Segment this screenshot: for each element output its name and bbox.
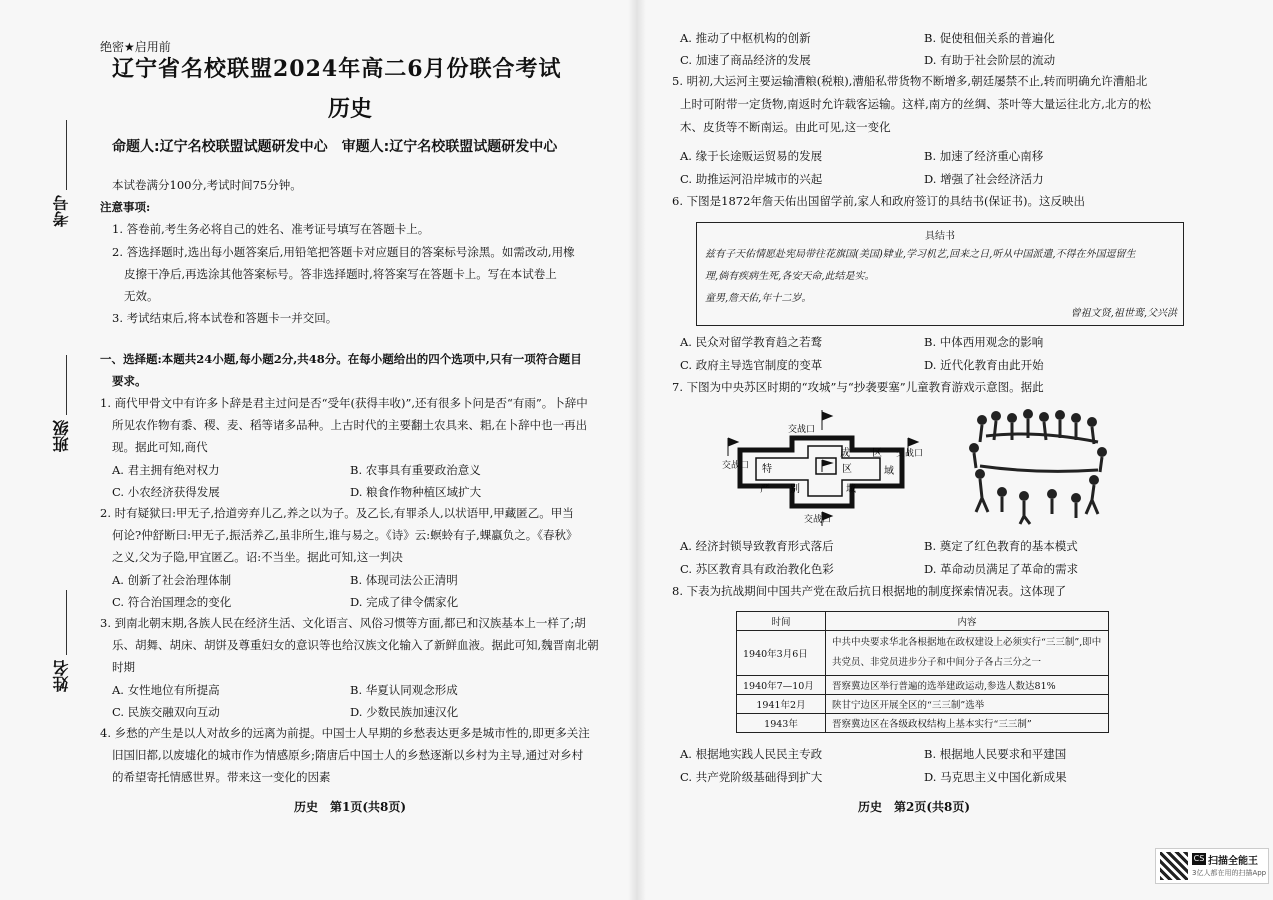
q8-table: [736, 611, 1109, 733]
section-heading: 要求。: [112, 374, 147, 388]
q4-option-b[interactable]: B. 促使租佃关系的普遍化: [924, 31, 1055, 45]
secret-mark: 绝密★启用前: [100, 40, 171, 54]
q1-stem: 现。据此可知,商代: [112, 440, 208, 454]
note-line: 3. 考试结束后,将本试卷和答题卡一并交回。: [112, 311, 338, 325]
table-header-cell: 时间: [737, 612, 826, 631]
note-line: 无效。: [124, 289, 159, 303]
q2-option-c[interactable]: C. 符合治国理念的变化: [112, 595, 232, 609]
table-row: [737, 714, 1109, 733]
authors-line: 命题人:辽宁名校联盟试题研发中心 审题人:辽宁名校联盟试题研发中心: [112, 139, 558, 155]
q1-option-d[interactable]: D. 粮食作物种植区域扩大: [350, 485, 482, 499]
table-cell-time: 1943年: [737, 714, 826, 733]
letter-line: 兹有子天佑情愿赴宪局带往花旗国(美国)肄业,学习机艺,回来之日,听从中国派遣,不得在外国逗留生: [705, 249, 1136, 260]
q6-stem: 6. 下图是1872年詹天佑出国留学前,家人和政府签订的具结书(保证书)。这反映出: [672, 194, 1086, 208]
table-cell-time: 1940年7—10月: [737, 676, 826, 695]
page-2: [672, 0, 1192, 900]
table-header-cell: 内容: [826, 612, 1109, 631]
page-fold: [628, 0, 646, 900]
q3-option-a[interactable]: A. 女性地位有所提高: [112, 683, 220, 697]
q8-stem: 8. 下表为抗战期间中国共产党在敌后抗日根据地的制度探索情况表。这体现了: [672, 584, 1067, 598]
q6-option-d[interactable]: D. 近代化教育由此开始: [924, 358, 1044, 372]
page-2-footer: 历史 第2页(共8页): [858, 800, 971, 814]
zone-char: 区: [872, 448, 882, 459]
q2-option-d[interactable]: D. 完成了律令儒家化: [350, 595, 459, 609]
cs-logo-icon: CS: [1193, 854, 1205, 863]
table-cell-content: 中共中央要求华北各根据地在政权建设上必须实行“三三制”,即中共党员、非党员进步分子和中间分子各占三分之一: [826, 631, 1109, 676]
gate-label-bottom: 交战口: [804, 515, 832, 525]
table-row: [737, 676, 1109, 695]
q2-stem: 何论?仲舒断曰:甲无子,振活养乙,虽非所生,谁与易之。《诗》云:螟蛉有子,蜾蠃负之。《春秋》: [112, 528, 578, 542]
letter-line: 理,倘有疾病生死,各安天命,此结是实。: [705, 271, 875, 282]
zone-char: 别: [790, 484, 800, 495]
scanner-slogan: 3亿人都在用的扫描App: [1192, 869, 1267, 877]
q8-option-b[interactable]: B. 根据地人民要求和平建国: [924, 747, 1067, 761]
q3-option-b[interactable]: B. 华夏认同观念形成: [350, 683, 458, 697]
q8-option-a[interactable]: A. 根据地实践人民民主专政: [680, 747, 823, 761]
q3-stem: 时期: [112, 660, 135, 674]
table-cell-content: 晋察冀边区举行普遍的选举建政运动,参选人数达81%: [826, 676, 1109, 695]
q4-stem: 的希望寄托情感世界。带来这一变化的因素: [112, 770, 331, 784]
q4-option-d[interactable]: D. 有助于社会阶层的流动: [924, 53, 1056, 67]
table-cell-content: 晋察冀边区在各级政权结构上基本实行“三三制”: [826, 714, 1109, 733]
flag-box: [816, 458, 836, 474]
score-line: 本试卷满分100分,考试时间75分钟。: [112, 178, 302, 192]
exam-title: 辽宁省名校联盟2024年高二6月份联合考试: [112, 56, 562, 82]
q7-option-a[interactable]: A. 经济封锁导致教育形式落后: [680, 539, 834, 553]
q4-stem: 旧国旧都,以废墟化的城市作为情感原乡;隋唐后中国士人的乡愁逐渐以乡村为主导,通过对乡村: [112, 748, 584, 762]
q8-option-c[interactable]: C. 共产党阶级基础得到扩大: [680, 770, 823, 784]
q5-stem: 木、皮货等不断南运。由此可见,这一变化: [680, 120, 891, 134]
q7-option-d[interactable]: D. 革命动员满足了革命的需求: [924, 562, 1079, 576]
guarantee-letter: [696, 222, 1184, 326]
table-header-row: [737, 612, 1109, 631]
q2-option-b[interactable]: B. 体现司法公正清明: [350, 573, 458, 587]
q8-option-d[interactable]: D. 马克思主义中国化新成果: [924, 770, 1067, 784]
qr-code-icon: [1160, 852, 1188, 880]
q1-option-b[interactable]: B. 农事具有重要政治意义: [350, 463, 481, 477]
class-line: [66, 355, 67, 415]
q1-stem: 所见农作物有黍、稷、麦、稻等诸多品种。上古时代的主要翻土农具来、耜,在卜辞中也一再出: [112, 418, 588, 432]
zone-char: 成: [840, 448, 850, 459]
binding-strip: [40, 120, 90, 730]
q5-stem: 5. 明初,大运河主要运输漕粮(税粮),漕船私带货物不断增多,朝廷屡禁不止,转而明确允许漕船北: [672, 74, 1148, 88]
q7-option-b[interactable]: B. 奠定了红色教育的基本模式: [924, 539, 1078, 553]
gate-label-right: 交战口: [896, 449, 924, 459]
q2-stem: 之义,父为子隐,甲宜匿乙。诏:不当坐。据此可知,这一判决: [112, 550, 403, 564]
table-row: [737, 631, 1109, 676]
letter-title: 具结书: [925, 231, 955, 242]
name-line: [66, 590, 67, 655]
q5-option-a[interactable]: A. 缘于长途贩运贸易的发展: [680, 149, 823, 163]
center-flag-icon: [822, 460, 832, 472]
notes-heading: 注意事项:: [100, 200, 151, 214]
q1-stem: 1. 商代甲骨文中有许多卜辞是君主过问是否“受年(获得丰收)”,还有很多卜问是否“有雨”。卜辞中: [100, 396, 588, 410]
q1-option-c[interactable]: C. 小农经济获得发展: [112, 485, 220, 499]
letter-line: 童男,詹天佑,年十二岁。: [705, 293, 812, 304]
page-1: [100, 0, 620, 900]
q4-stem: 4. 乡愁的产生是以人对故乡的远离为前提。中国士人早期的乡愁表达更多是城市性的,即更多关注: [100, 726, 590, 740]
q7-option-c[interactable]: C. 苏区教育具有政治教化色彩: [680, 562, 834, 576]
exam-no-line: [66, 120, 67, 190]
letter-signature: 曾祖文贤,祖世鸾,父兴洪: [1070, 308, 1177, 319]
q6-option-a[interactable]: A. 民众对留学教育趋之若鹜: [680, 335, 823, 349]
q3-option-d[interactable]: D. 少数民族加速汉化: [350, 705, 459, 719]
q6-option-b[interactable]: B. 中体西用观念的影响: [924, 335, 1044, 349]
zone-char: 严: [760, 484, 770, 495]
q4-option-c[interactable]: C. 加速了商品经济的发展: [680, 53, 811, 67]
table-cell-time: 1940年3月6日: [737, 631, 826, 676]
subject-title: 历史: [328, 96, 373, 122]
siege-game-diagram: [722, 408, 922, 526]
note-line: 2. 答选择题时,选出每小题答案后,用铅笔把答题卡对应题目的答案标号涂黑。如需改动,用橡: [112, 245, 575, 259]
table-cell-time: 1941年2月: [737, 695, 826, 714]
gate-label-left: 交战口: [722, 461, 750, 471]
top-flag-icon: [822, 410, 832, 430]
q5-option-c[interactable]: C. 助推运河沿岸城市的兴起: [680, 172, 823, 186]
section-heading: 一、选择题:本题共24小题,每小题2分,共48分。在每小题给出的四个选项中,只有一项符合题目: [100, 352, 582, 366]
q7-stem: 7. 下图为中央苏区时期的“攻城”与“抄袭要塞”儿童教育游戏示意图。据此: [672, 380, 1044, 394]
zone-char: 域: [884, 466, 894, 477]
q5-option-d[interactable]: D. 增强了社会经济活力: [924, 172, 1044, 186]
note-line: 皮擦干净后,再选涂其他答案标号。答非选择题时,将答案写在答题卡上。写在本试卷上: [124, 267, 557, 281]
name-label: 姓名: [52, 660, 71, 692]
page-1-footer: 历史 第1页(共8页): [294, 800, 407, 814]
q1-option-a[interactable]: A. 君主拥有绝对权力: [112, 463, 220, 477]
scanner-name: 扫描全能王: [1208, 856, 1258, 867]
table-row: [737, 695, 1109, 714]
q3-stem: 3. 到南北朝末期,各族人民在经济生活、文化语言、风俗习惯等方面,都已和汉族基本上一样了;胡: [100, 616, 586, 630]
children-game-illustration: [962, 408, 1122, 526]
exam-no-label: 考号: [52, 195, 71, 227]
q5-stem: 上时可附带一定货物,南返时允许载客运输。这样,南方的丝绸、茶叶等大量运往北方,北方的松: [680, 97, 1151, 111]
q3-option-c[interactable]: C. 民族交融双向互动: [112, 705, 220, 719]
q6-option-c[interactable]: C. 政府主导选官制度的变革: [680, 358, 823, 372]
q2-option-a[interactable]: A. 创新了社会治理体制: [112, 573, 232, 587]
zone-char: 特: [762, 464, 772, 475]
q3-stem: 乐、胡舞、胡床、胡饼及尊重妇女的意识等也给汉族文化输入了新鲜血液。据此可知,魏晋南北朝: [112, 638, 599, 652]
left-flag-icon: [728, 438, 738, 456]
zone-char: 域: [846, 484, 856, 495]
note-line: 1. 答卷前,考生务必将自己的姓名、准考证号填写在答题卡上。: [112, 222, 430, 236]
scanner-badge: [1155, 848, 1269, 884]
zone-char: 区: [842, 464, 852, 475]
class-label: 班级: [52, 420, 71, 452]
q4-option-a[interactable]: A. 推动了中枢机构的创新: [680, 31, 811, 45]
q2-stem: 2. 时有疑狱曰:甲无子,拾道旁弃儿乙,养之以为子。及乙长,有罪杀人,以状语甲,甲藏匿乙。甲当: [100, 506, 574, 520]
table-cell-content: 陕甘宁边区开展全区的“三三制”选举: [826, 695, 1109, 714]
q5-option-b[interactable]: B. 加速了经济重心南移: [924, 149, 1044, 163]
gate-label-top: 交战口: [788, 425, 816, 435]
